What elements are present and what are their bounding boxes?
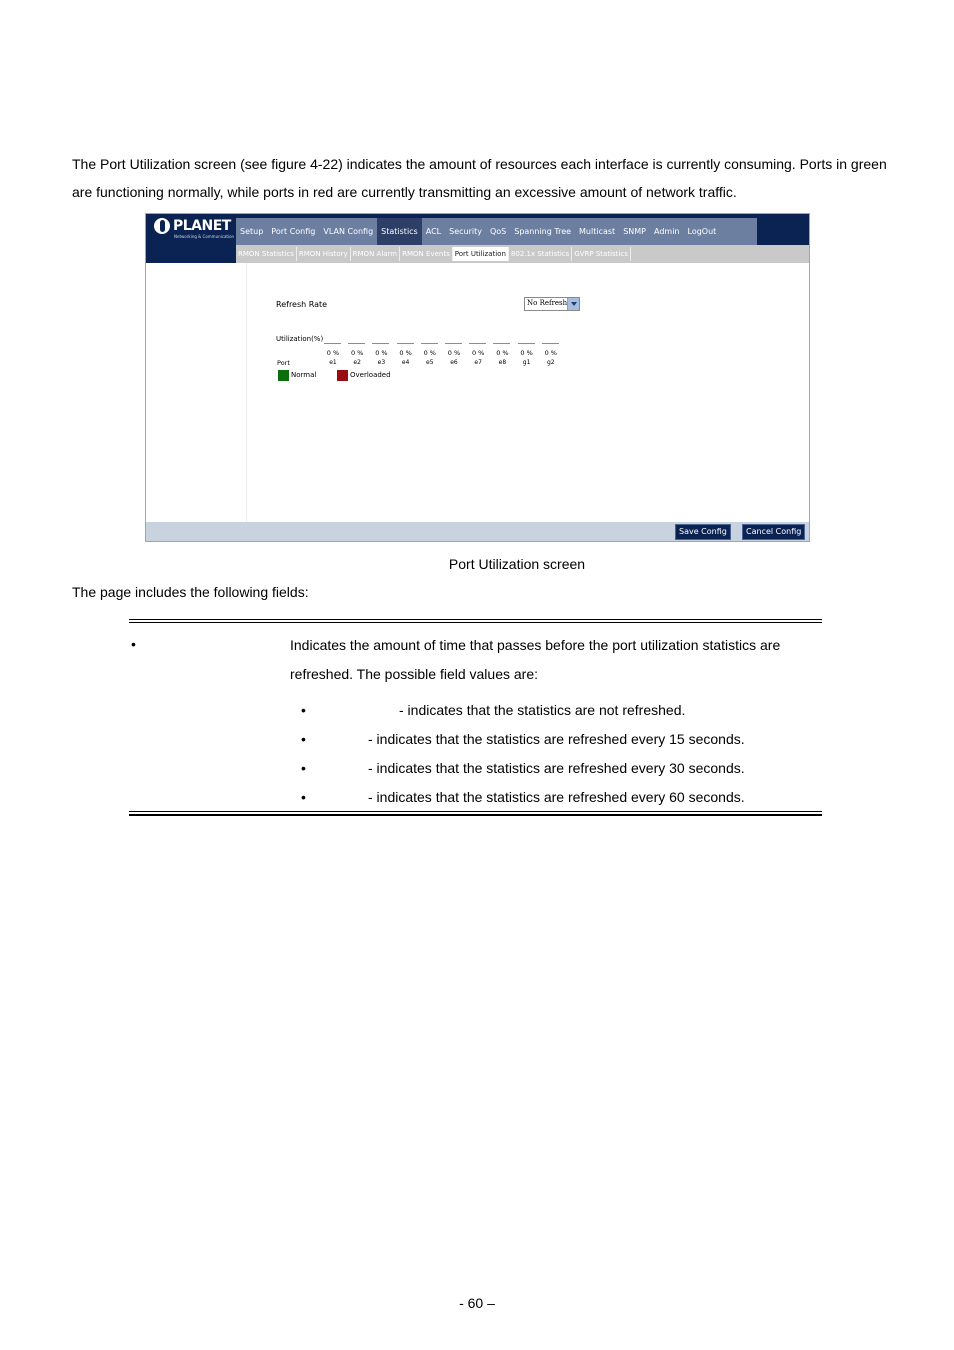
table-bottom-rule <box>129 814 822 816</box>
utilization-bar-e4 <box>397 343 414 344</box>
port-name-e5: e5 <box>426 359 434 366</box>
port-name-e7: e7 <box>474 359 482 366</box>
utilization-value-e5: 0 % <box>423 349 436 357</box>
utilization-bar-e8 <box>493 343 510 344</box>
utilization-value-e4: 0 % <box>399 349 412 357</box>
utilization-value-e2: 0 % <box>350 349 364 357</box>
port-name-e4: e4 <box>401 359 410 366</box>
content-area <box>146 263 809 522</box>
option-no-refresh: - indicates that the statistics are not refreshed. <box>399 702 686 718</box>
table-bottom-rule-inner <box>129 811 822 812</box>
port-name-e8: e8 <box>498 359 507 366</box>
submenu-item-rmon-statistics[interactable]: RMON Statistics <box>236 247 297 261</box>
logo-word: PLANET <box>173 218 231 234</box>
utilization-bar-e5 <box>421 343 438 344</box>
figure-caption: Port Utilization screen <box>448 556 586 572</box>
option-bullet: • <box>301 789 306 805</box>
utilization-bar-e2 <box>348 343 365 344</box>
utilization-value-e7: 0 % <box>471 349 485 357</box>
cancel-config-button[interactable]: Cancel Config <box>742 524 805 540</box>
refresh-rate-select[interactable] <box>524 297 580 311</box>
overloaded-legend-label: Overloaded <box>350 371 391 379</box>
utilization-bar-e6 <box>445 343 462 344</box>
planet-logo[interactable] <box>154 218 235 239</box>
menu-item-snmp[interactable]: SNMP <box>623 227 646 236</box>
menu-item-spanning-tree[interactable]: Spanning Tree <box>514 227 572 236</box>
field-bullet: • <box>131 636 136 652</box>
port-name-g1: g1 <box>522 359 531 366</box>
menu-item-multicast[interactable]: Multicast <box>579 227 616 236</box>
option-15-sec: - indicates that the statistics are refreshed every 15 seconds. <box>368 731 745 747</box>
save-config-button[interactable]: Save Config <box>675 524 731 540</box>
option-30-sec: - indicates that the statistics are refreshed every 30 seconds. <box>368 760 745 776</box>
refresh-rate-value: No Refresh <box>527 299 568 307</box>
top-navigation <box>236 214 809 245</box>
utilization-value-e8: 0 % <box>496 349 509 357</box>
utilization-bar-g1 <box>518 343 535 344</box>
logo-tagline: Networking & Communication <box>174 234 235 239</box>
port-name-g2: g2 <box>546 359 555 366</box>
menu-item-qos[interactable]: QoS <box>489 227 507 236</box>
menu-item-port-config[interactable]: Port Config <box>271 227 316 236</box>
port-name-e6: e6 <box>450 359 458 366</box>
intro-paragraph: The Port Utilization screen (see figure 4-22) indicates the amount of resources each interface is currently consuming. Ports in green are functioning normally, while ports in red are currently transmitting an excessive amount of network traffic. <box>72 156 887 200</box>
page-number: - 60 – <box>459 1295 495 1311</box>
bottom-action-bar <box>146 522 809 542</box>
table-top-rule <box>129 619 822 620</box>
port-name-e2: e2 <box>353 359 361 366</box>
refresh-rate-label: Refresh Rate <box>276 300 328 309</box>
option-60-sec: - indicates that the statistics are refreshed every 60 seconds. <box>368 789 745 805</box>
submenu-item-port-utilization[interactable]: Port Utilization <box>453 247 509 261</box>
utilization-value-g1: 0 % <box>520 349 533 357</box>
chevron-down-icon[interactable] <box>567 298 579 310</box>
utilization-value-e6: 0 % <box>447 349 461 357</box>
planet-logo-icon <box>154 218 170 234</box>
utilization-value-g2: 0 % <box>544 349 557 357</box>
utilization-value-e3: 0 % <box>375 349 388 357</box>
sub-menu <box>236 245 809 263</box>
normal-legend-label: Normal <box>291 371 317 379</box>
option-bullet: • <box>301 731 306 747</box>
submenu-item-802-1x-statistics[interactable]: 802.1x Statistics <box>509 247 572 261</box>
submenu-item-gvrp-statistics[interactable]: GVRP Statistics <box>572 247 631 261</box>
submenu-item-rmon-history[interactable]: RMON History <box>297 247 351 261</box>
menu-item-vlan-config[interactable]: VLAN Config <box>323 227 374 236</box>
normal-legend-swatch <box>278 370 289 381</box>
logo-area <box>146 214 236 263</box>
port-name-e3: e3 <box>377 359 386 366</box>
submenu-item-rmon-events[interactable]: RMON Events <box>400 247 453 261</box>
content-divider <box>246 263 247 522</box>
menu-item-logout[interactable]: LogOut <box>687 227 717 236</box>
field-description: Indicates the amount of time that passes before the port utilization statistics are refreshed. The possible field values are: <box>290 637 781 682</box>
menu-item-acl[interactable]: ACL <box>425 227 442 236</box>
main-menu <box>236 218 757 245</box>
utilization-bar-g2 <box>542 343 559 344</box>
fields-intro: The page includes the following fields: <box>72 584 309 600</box>
utilization-bar-e7 <box>469 343 486 344</box>
port-utilization-screenshot <box>145 213 810 542</box>
utilization-bar-e1 <box>324 343 341 344</box>
submenu-item-rmon-alarm[interactable]: RMON Alarm <box>351 247 400 261</box>
option-bullet: • <box>301 702 306 718</box>
port-name-e1: e1 <box>329 359 337 366</box>
utilization-bar-e3 <box>372 343 389 344</box>
menu-item-statistics[interactable]: Statistics <box>377 218 422 245</box>
overloaded-legend-swatch <box>337 370 348 381</box>
utilization-label: Utilization(%) <box>276 335 324 343</box>
menu-item-security[interactable]: Security <box>449 227 482 236</box>
table-top-rule-inner <box>129 622 822 623</box>
port-label: Port <box>277 359 290 367</box>
option-bullet: • <box>301 760 306 776</box>
menu-item-admin[interactable]: Admin <box>654 227 680 236</box>
utilization-value-e1: 0 % <box>326 349 340 357</box>
menu-item-setup[interactable]: Setup <box>240 227 264 236</box>
